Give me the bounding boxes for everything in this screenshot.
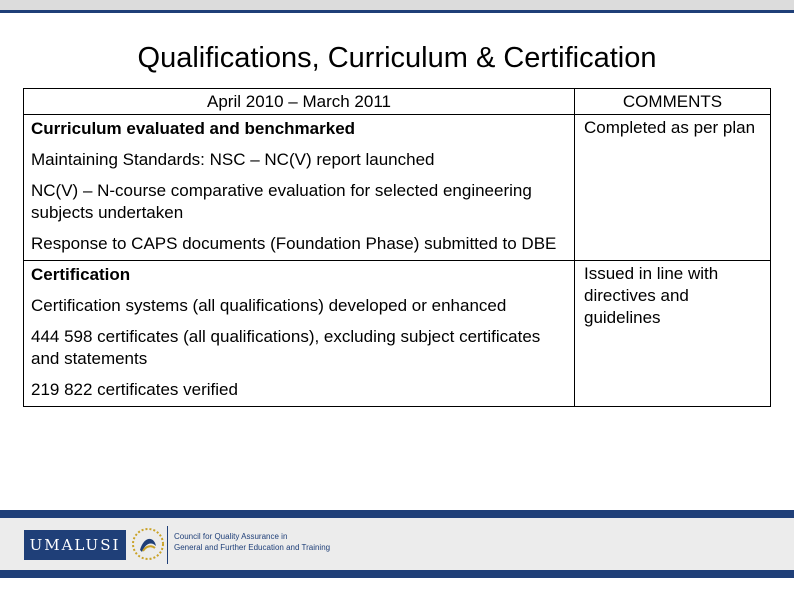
list-item: 444 598 certificates (all qualifications), excluding subject certificates and statements — [31, 327, 541, 368]
tagline-line-1: Council for Quality Assurance in — [174, 532, 288, 541]
list-item: 219 822 certificates verified — [31, 380, 238, 399]
list-item: Certification systems (all qualifications) developed or enhanced — [31, 296, 507, 315]
umalusi-emblem-icon — [128, 524, 168, 564]
row-comment: Issued in line with directives and guidelines — [584, 264, 719, 327]
slide-title: Qualifications, Curriculum & Certification — [137, 42, 657, 74]
row-curriculum-left — [24, 115, 575, 261]
header-period: April 2010 – March 2011 — [207, 92, 391, 111]
row-comment: Completed as per plan — [584, 118, 756, 137]
footer-top-band — [0, 510, 794, 518]
top-header-band — [0, 0, 794, 13]
logo-divider — [167, 526, 168, 564]
table-row — [24, 261, 771, 407]
row-certification-left — [24, 261, 575, 407]
header-period-cell — [24, 89, 575, 115]
summary-table — [23, 88, 771, 407]
list-item: Maintaining Standards: NSC – NC(V) report launched — [31, 150, 435, 169]
header-comments: COMMENTS — [622, 92, 723, 111]
table-row — [24, 115, 771, 261]
list-item: NC(V) – N-course comparative evaluation for selected engineering subjects undertaken — [31, 181, 532, 222]
table-header-row — [24, 89, 771, 115]
list-item: Response to CAPS documents (Foundation Phase) submitted to DBE — [31, 234, 557, 253]
row-curriculum-comment-cell — [575, 115, 771, 261]
umalusi-logo: UMALUSI — [24, 530, 126, 560]
row-heading-curriculum: Curriculum evaluated and benchmarked — [31, 119, 356, 138]
header-comments-cell — [575, 89, 771, 115]
row-heading-certification: Certification — [31, 265, 131, 284]
row-certification-comment-cell — [575, 261, 771, 407]
footer-bottom-band — [0, 570, 794, 578]
tagline-line-2: General and Further Education and Training — [174, 543, 331, 552]
council-tagline — [174, 531, 394, 553]
